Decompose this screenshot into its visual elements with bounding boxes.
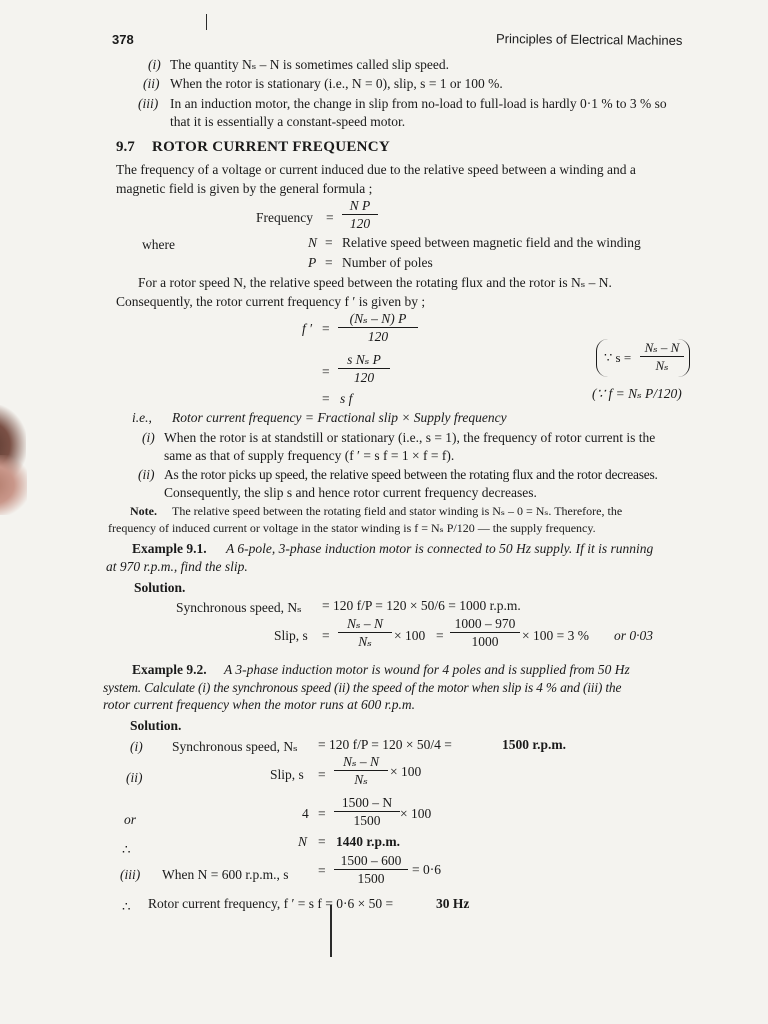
example-label: Example 9.2. xyxy=(132,662,207,677)
fraction-denominator: Nₛ xyxy=(354,772,368,787)
slip-label: Slip, s xyxy=(270,767,304,782)
example-statement: A 3-phase induction motor is wound for 4 poles and is supplied from 50 Hz xyxy=(224,662,630,677)
sync-speed-label: Synchronous speed, Nₛ xyxy=(172,739,298,754)
finger-shadow-highlight xyxy=(0,455,27,515)
slip-equation-fraction xyxy=(334,795,400,828)
where-equals: = xyxy=(325,235,333,250)
side-note-formula: (∵ f = Nₛ P/120) xyxy=(592,386,682,401)
slip-fraction xyxy=(338,616,392,649)
list-item-text: The quantity Nₛ – N is sometimes called slip speed. xyxy=(170,57,449,72)
fraction-denominator: 1500 xyxy=(353,813,381,828)
part-number: (ii) xyxy=(126,770,143,785)
list-item-text: When the rotor is at standstill or stationary (i.e., s = 1), the frequency of rotor current is the xyxy=(164,430,656,445)
derivation-equals: = xyxy=(322,391,330,406)
sync-speed-expression: = 120 f/P = 120 × 50/4 = xyxy=(318,737,452,752)
times-100: × 100 xyxy=(400,806,432,821)
fraction-numerator: (Nₛ – N) P xyxy=(338,311,418,328)
fraction-denominator: 120 xyxy=(353,370,375,385)
slip-numeric-fraction xyxy=(450,616,520,649)
slip-equals: = xyxy=(318,806,326,821)
slip-value-lhs: 4 xyxy=(302,806,309,821)
derivation-result: s f xyxy=(340,391,353,406)
pen-mark-bottom xyxy=(330,905,332,957)
solution-label: Solution. xyxy=(134,580,186,595)
speed-equals: = xyxy=(318,834,326,849)
slip-equals: = xyxy=(318,767,326,782)
therefore-symbol: ∴ xyxy=(122,842,131,857)
derivation-lhs: f ′ xyxy=(302,321,313,336)
speed-lhs: N xyxy=(298,834,308,849)
slip-label: Slip, s xyxy=(274,628,308,643)
slip-result: × 100 = 3 % xyxy=(522,628,589,643)
list-item-text: Consequently, the slip s and hence rotor current frequency decreases. xyxy=(164,485,537,500)
example-statement: at 970 r.p.m., find the slip. xyxy=(106,559,248,574)
list-item-number: (ii) xyxy=(143,76,160,91)
list-item-number: (i) xyxy=(142,430,155,445)
fraction-step-1 xyxy=(338,311,418,344)
paragraph-line: The frequency of a voltage or current induced due to the relative speed between a winding and a xyxy=(116,162,636,177)
where-symbol: N xyxy=(308,235,318,250)
section-title: ROTOR CURRENT FREQUENCY xyxy=(152,139,391,155)
paragraph-line: magnetic field is given by the general formula ; xyxy=(116,181,373,196)
fraction-numerator: s Nₛ P xyxy=(338,352,390,369)
fraction-numerator: Nₛ – N xyxy=(640,340,684,357)
section-number: 9.7 xyxy=(116,139,135,155)
derivation-equals: = xyxy=(322,321,330,336)
therefore-symbol: ∴ xyxy=(122,899,131,914)
paragraph-line: Consequently, the rotor current frequency f ′ is given by ; xyxy=(116,294,426,309)
where-symbol: P xyxy=(308,255,317,270)
where-label: where xyxy=(142,237,175,252)
list-item-text: same as that of supply frequency (f ′ = s f = 1 × f = f). xyxy=(164,448,455,463)
list-item-number: (i) xyxy=(148,57,161,72)
slip-equals: = xyxy=(436,628,444,643)
page-number: 378 xyxy=(112,32,134,47)
note-text: frequency of induced current or voltage in the stator winding is f = Nₛ P/120 — the supply frequency. xyxy=(108,521,596,535)
slip-result-decimal: or 0·03 xyxy=(614,628,654,643)
rotor-frequency-condition: When N = 600 r.p.m., s xyxy=(162,867,289,882)
sync-speed-result: 1500 r.p.m. xyxy=(502,737,567,752)
part-number: (iii) xyxy=(120,867,141,882)
fraction-frequency xyxy=(342,198,378,231)
times-100: × 100 xyxy=(394,628,426,643)
slip-fraction xyxy=(334,754,388,787)
fraction-step-2 xyxy=(338,352,390,385)
side-note-because: ∵ s = xyxy=(604,350,632,365)
formula-equals: = xyxy=(326,210,334,225)
sync-speed-label: Synchronous speed, Nₛ xyxy=(176,600,302,615)
solution-label: Solution. xyxy=(130,718,182,733)
side-note-fraction xyxy=(640,340,684,373)
slip-equals: = xyxy=(318,863,326,878)
speed-result: 1440 r.p.m. xyxy=(336,834,401,849)
example-label: Example 9.1. xyxy=(132,541,207,556)
slip-numeric-fraction xyxy=(334,853,408,886)
list-item-number: (ii) xyxy=(138,467,155,482)
fraction-denominator: 120 xyxy=(367,329,389,344)
fraction-denominator: Nₛ xyxy=(655,358,669,373)
derivation-equals: = xyxy=(322,364,330,379)
fraction-denominator: 120 xyxy=(349,216,371,231)
fraction-numerator: 1000 – 970 xyxy=(450,616,520,633)
times-100: × 100 xyxy=(390,764,422,779)
list-item-text: As the rotor picks up speed, the relative speed between the rotating flux and the rotor decreases. xyxy=(164,467,658,482)
list-item-text: that it is essentially a constant-speed motor. xyxy=(170,114,406,129)
where-description: Relative speed between magnetic field and the winding xyxy=(342,235,641,250)
ie-statement: Rotor current frequency = Fractional slip × Supply frequency xyxy=(172,410,507,425)
list-item-text: In an induction motor, the change in slip from no-load to full-load is hardly 0·1 % to 3 % so xyxy=(170,96,667,111)
fraction-numerator: 1500 – N xyxy=(334,795,400,812)
sync-speed-expression: = 120 f/P = 120 × 50/6 = 1000 r.p.m. xyxy=(322,598,521,613)
note-label: Note. xyxy=(130,504,157,518)
fraction-denominator: 1000 xyxy=(471,634,499,649)
part-number: (i) xyxy=(130,739,143,754)
example-statement: rotor current frequency when the motor runs at 600 r.p.m. xyxy=(103,697,415,712)
pen-mark-top xyxy=(206,14,207,30)
list-item-number: (iii) xyxy=(138,96,159,111)
slip-equals: = xyxy=(322,628,330,643)
where-equals: = xyxy=(325,255,333,270)
rotor-frequency-result: 30 Hz xyxy=(436,896,470,911)
example-statement: system. Calculate (i) the synchronous speed (ii) the speed of the motor when slip is 4 % and (iii) the xyxy=(103,680,622,695)
fraction-numerator: N P xyxy=(342,198,378,215)
fraction-numerator: 1500 – 600 xyxy=(334,853,408,870)
running-title: Principles of Electrical Machines xyxy=(495,31,683,48)
fraction-numerator: Nₛ – N xyxy=(334,754,388,771)
rotor-frequency-expression: Rotor current frequency, f ′ = s f = 0·6 × 50 = xyxy=(148,896,394,911)
ie-label: i.e., xyxy=(132,410,152,425)
fraction-denominator: 1500 xyxy=(357,871,385,886)
formula-label: Frequency xyxy=(256,210,313,225)
paragraph-line: For a rotor speed N, the relative speed between the rotating flux and the rotor is Nₛ – N. xyxy=(138,275,612,290)
example-statement: A 6-pole, 3-phase induction motor is connected to 50 Hz supply. If it is running xyxy=(226,541,654,556)
fraction-denominator: Nₛ xyxy=(358,634,372,649)
where-description: Number of poles xyxy=(342,255,433,270)
note-text: The relative speed between the rotating field and stator winding is Nₛ – 0 = Nₛ. Therefore, the xyxy=(172,504,623,518)
slip-result: = 0·6 xyxy=(412,862,441,877)
or-label: or xyxy=(124,812,137,827)
list-item-text: When the rotor is stationary (i.e., N = 0), slip, s = 1 or 100 %. xyxy=(170,76,503,91)
fraction-numerator: Nₛ – N xyxy=(338,616,392,633)
